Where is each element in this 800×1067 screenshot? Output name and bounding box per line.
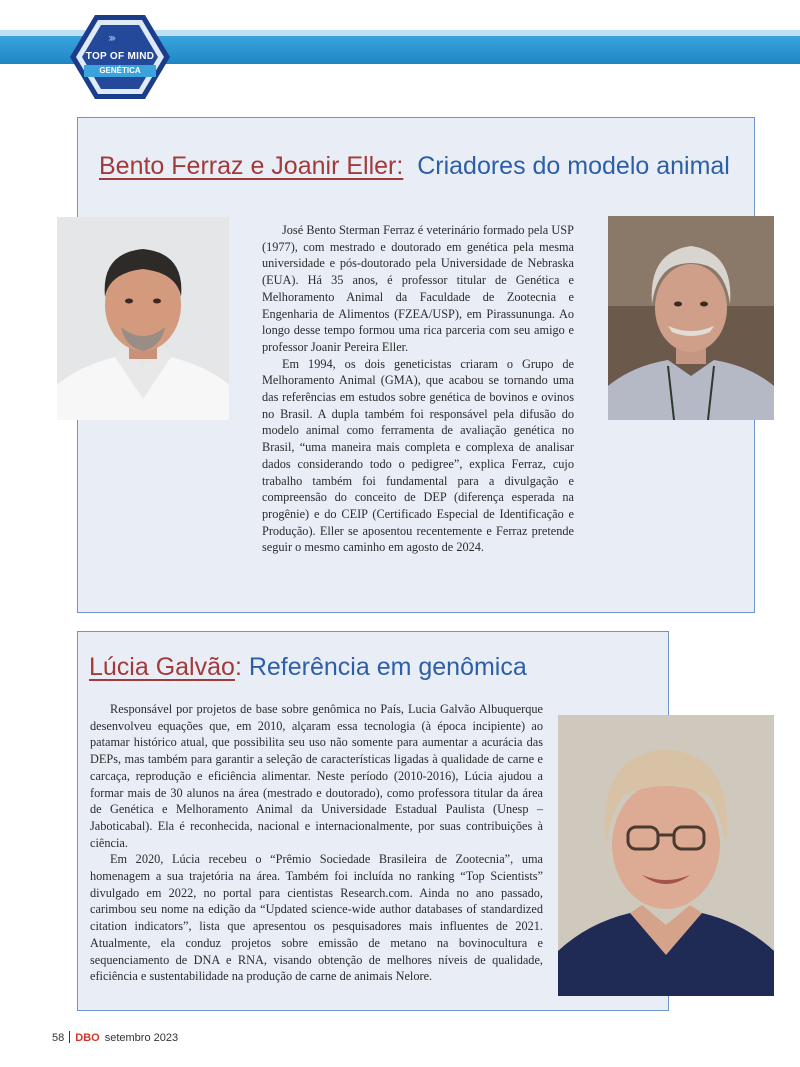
paragraph: Em 1994, os dois geneticistas criaram o Grupo de Melhoramento Animal (GMA), que acabou se tornando uma das referências em estudos sobre genética de bovinos e ovinos no Brasil. A dupla também foi responsável pela difusão do modelo animal como ferramenta de avaliação genética no Brasil, “uma maneira mais completa e complexa de analisar dados considerando todo o pedigree”, explica Ferraz, cujo trabalho também foi fundamental para a divulgação e compreensão do conceito de DEP (diferença esperada na progênie) e do CEIP (Certificado Especial de Identificação e Produção). Eller se aposentou recentemente e Ferraz pretende seguir o mesmo caminho em agosto de 2024.	[262, 356, 574, 555]
article-body-bento-joanir	[262, 222, 574, 556]
badge-title: TOP OF MIND	[85, 51, 155, 62]
chevron-right-icon: ›››	[108, 31, 114, 45]
photo-lucia-galvao	[558, 715, 774, 996]
magazine-logo: DBO	[75, 1032, 100, 1044]
issue-date: setembro 2023	[104, 1032, 179, 1044]
paragraph: José Bento Sterman Ferraz é veterinário formado pela USP (1977), com mestrado e doutorado em genética pela mesma universidade e pós-doutorado pela Universidade de Nebraska (EUA). Há 35 anos, é professor titular de Genética e Melhoramento Animal da Faculdade de Zootecnia e Engenharia de Alimentos (FZEA/USP), em Pirassununga. Ao longo desse tempo formou uma rica parceria com seu amigo e professor Joanir Pereira Eller.	[262, 223, 574, 354]
article-body-lucia-galvao	[90, 701, 543, 985]
photo-joanir-eller	[608, 216, 774, 420]
article-title-subject: Criadores do modelo animal	[417, 152, 730, 180]
page-number: 58	[52, 1032, 65, 1044]
article-title-subject: Referência em genômica	[248, 653, 527, 681]
badge-subtitle: GENÉTICA	[99, 66, 141, 75]
page-footer	[52, 1031, 178, 1044]
photo-bento-ferraz	[57, 217, 229, 420]
paragraph: Responsável por projetos de base sobre genômica no País, Lucia Galvão Albuquerque desenvolveu equações que, em 2010, alçaram essa tecnologia (à época incipiente) ao patamar histórico atual, que possibilita seu uso não somente para aumentar a acurácia das DEPs, mas também para garantir a seleção de características ligadas à qualidade de carne e carcaça, reprodução e eficiência alimentar. Neste período (2010-2016), Lúcia ajudou a formar mais de 30 alunos na área (mestrado e doutorado), como professora titular da área de Genética e Melhoramento Animal da Universidade Estadual Paulista (Unesp – Jaboticabal). Ela é reconhecida, nacional e internacionalmente, por suas contribuições à ciência.	[90, 702, 543, 850]
article-title-names: Lúcia Galvão	[89, 653, 235, 681]
top-of-mind-badge	[70, 15, 170, 99]
article-title-bento-joanir	[99, 152, 730, 181]
article-title-lucia-galvao	[89, 653, 527, 682]
paragraph: Em 2020, Lúcia recebeu o “Prêmio Sociedade Brasileira de Zootecnia”, uma homenagem a sua trajetória na área. Também foi incluída no ranking “Top Scientists” divulgado em 2022, no portal para cientistas Research.com. Ainda no ano passado, carimbou seu nome na edição da “Updated science-wide author databases of standardized citation indicators”, lista que apresentou os pesquisadores mais influentes de 2021. Atualmente, ela conduz projetos sobre emissão de metano na bovinocultura e sequenciamento de DNA e RNA, visando obtenção de melhores níveis de qualidade, eficiência e sustentabilidade na produção de carne de animais Nelore.	[90, 852, 543, 984]
footer-divider	[69, 1031, 70, 1043]
article-title-colon: :	[234, 653, 242, 681]
article-title-names: Bento Ferraz e Joanir Eller:	[99, 152, 404, 180]
